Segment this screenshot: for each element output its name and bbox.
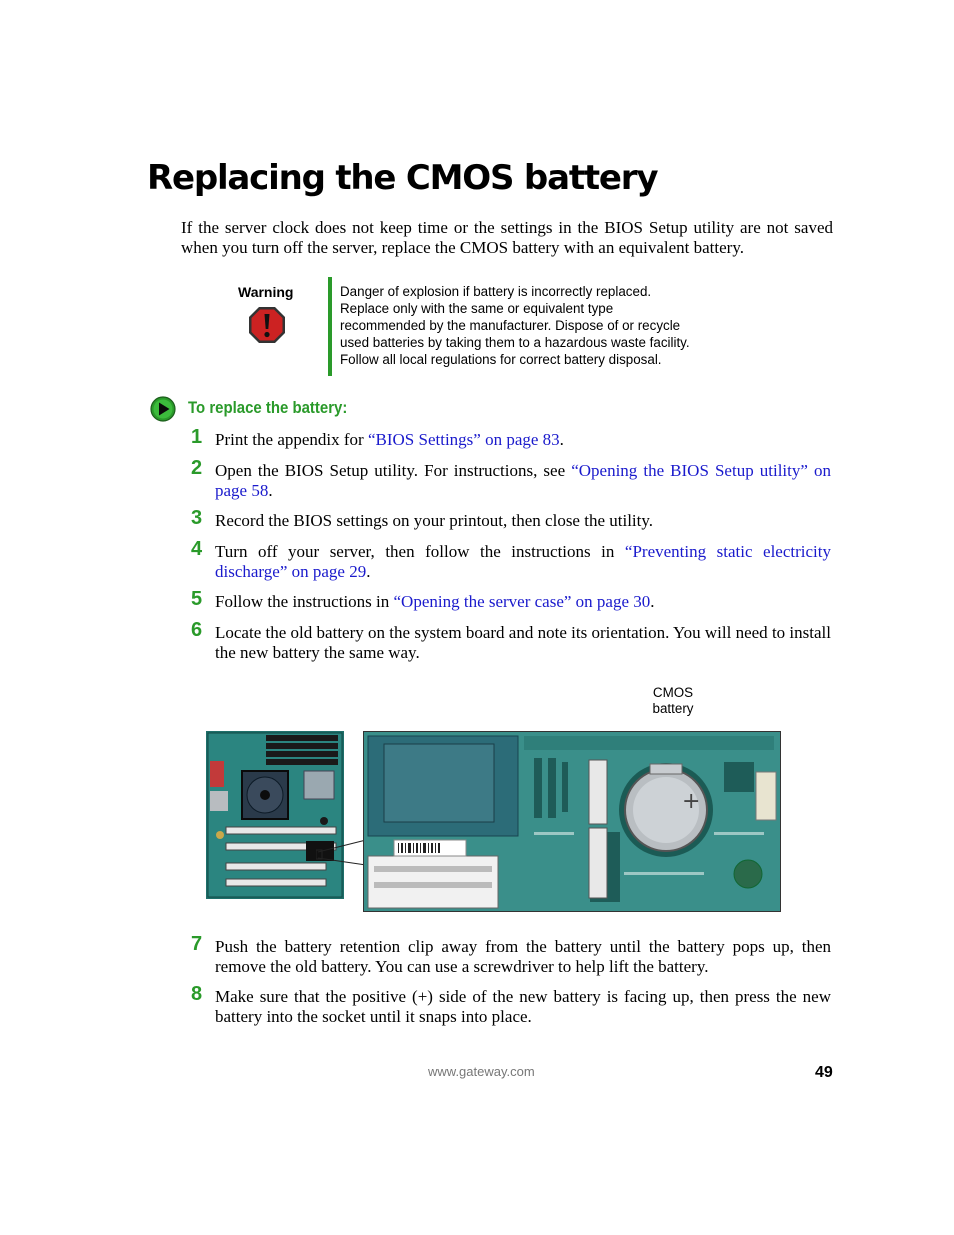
step-number: 5 — [191, 588, 203, 610]
step-text — [215, 511, 831, 531]
step-body: Turn off your server, then follow the instructions in — [215, 542, 625, 561]
step-number: 7 — [191, 933, 203, 955]
warning-line: Danger of explosion if battery is incorrectly replaced. — [340, 284, 652, 299]
motherboard-thumbnail-image — [206, 731, 344, 899]
step-body: Push the battery retention clip away from the battery until the battery pops up, then remove the old battery. You can use a screwdriver to help lift the battery. — [215, 937, 831, 976]
step-text — [215, 461, 831, 500]
intro-paragraph: If the server clock does not keep time or the settings in the BIOS Setup utility are not saved when you turn off the server, replace the CMOS battery with an equivalent battery. — [181, 218, 833, 257]
warning-line: used batteries by taking them to a hazardous waste facility. — [340, 335, 690, 350]
step-link[interactable]: “Opening the BIOS Setup utility” on page 58 — [215, 461, 831, 500]
page-number: 49 — [815, 1064, 833, 1081]
step-text — [215, 430, 831, 450]
callout-leader-lines — [316, 838, 368, 872]
warning-stop-sign-icon — [248, 306, 286, 348]
svg-text:+: + — [682, 789, 701, 814]
step-body: Make sure that the positive (+) side of the new battery is facing up, then press the new battery into the socket until it snaps into place. — [215, 987, 831, 1026]
step-end: . — [650, 592, 655, 611]
step-text — [215, 623, 831, 662]
page-title: Replacing the CMOS battery — [147, 158, 658, 198]
step-text — [215, 987, 831, 1026]
warning-divider — [328, 277, 332, 376]
step-number: 1 — [191, 426, 203, 448]
cmos-battery-detail-image — [363, 731, 781, 912]
step-number: 3 — [191, 507, 203, 529]
step-number: 2 — [191, 457, 203, 479]
procedure-title: To replace the battery: — [188, 398, 348, 417]
caption-line: battery — [652, 701, 694, 716]
play-arrow-icon — [150, 396, 176, 426]
figure-caption — [630, 685, 716, 717]
step-body: Locate the old battery on the system board and note its orientation. You will need to install the new battery the same way. — [215, 623, 831, 662]
step-body: Record the BIOS settings on your printout, then close the utility. — [215, 511, 654, 530]
warning-text — [340, 283, 712, 368]
footer-url[interactable]: www.gateway.com — [428, 1064, 535, 1079]
step-number: 6 — [191, 619, 203, 641]
step-text — [215, 937, 831, 976]
step-number: 8 — [191, 983, 203, 1005]
caption-line: CMOS — [652, 685, 694, 700]
warning-label: Warning — [238, 284, 294, 300]
step-link[interactable]: “BIOS Settings” on page 83 — [367, 430, 560, 449]
step-end: . — [366, 561, 371, 581]
step-text — [215, 592, 831, 612]
step-text — [215, 542, 831, 581]
step-body: Print the appendix for — [215, 430, 368, 449]
step-body: Follow the instructions in — [215, 592, 394, 611]
warning-line: Replace only with the same or equivalent type — [340, 301, 614, 316]
warning-line: Follow all local regulations for correct battery disposal. — [340, 352, 662, 367]
step-link[interactable]: “Preventing static electricity discharge” on page 29 — [215, 542, 831, 581]
step-body: Open the BIOS Setup utility. For instructions, see — [215, 461, 572, 480]
step-link[interactable]: “Opening the server case” on page 30 — [393, 592, 651, 611]
step-end: . — [268, 480, 273, 500]
step-number: 4 — [191, 538, 203, 560]
step-end: . — [559, 430, 564, 449]
warning-line: recommended by the manufacturer. Dispose of or recycle — [340, 318, 681, 333]
